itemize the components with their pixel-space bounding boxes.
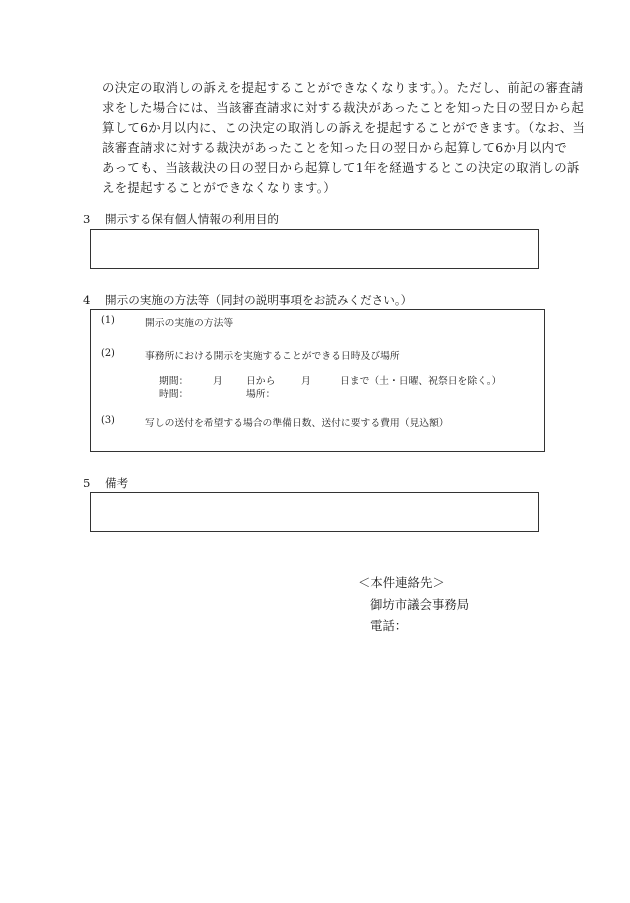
month-label-2: 月 <box>301 376 311 387</box>
section3-box <box>90 229 539 269</box>
section5-title: 備考 <box>105 476 129 490</box>
day-from-label: 日から <box>246 376 276 387</box>
schedule-period-row <box>101 373 521 385</box>
paragraph-line: 求をした場合には、当該審査請求に対する裁決があったことを知った日の翌日から起 <box>102 100 585 115</box>
time-label: 時間： <box>159 389 189 400</box>
item-index: (3) <box>101 415 115 426</box>
paragraph-line: あっても、当該裁決の日の翌日から起算して1年を経過するとこの決定の取消しの訴 <box>102 160 580 175</box>
paragraph-line: 該審査請求に対する裁決があったことを知った日の翌日から起算して6か月以内で <box>102 140 567 155</box>
contact-office: 御坊市議会事務局 <box>370 597 470 612</box>
item-text: 写しの送付を希望する場合の準備日数、送付に要する費用（見込額） <box>145 418 449 429</box>
day-until-label: 日まで（土・日曜、祝祭日を除く。） <box>340 376 502 387</box>
continuation-paragraph <box>102 78 586 198</box>
section5-number: 5 <box>83 476 91 490</box>
contact-phone-label: 電話： <box>370 618 408 633</box>
section3-heading <box>83 211 279 227</box>
place-label: 場所： <box>246 389 276 400</box>
section4-title: 開示の実施の方法等（同封の説明事項をお読みください。） <box>105 293 413 307</box>
item-text: 事務所における開示を実施することができる日時及び場所 <box>145 351 400 362</box>
section4-box <box>90 309 545 452</box>
paragraph-line: の決定の取消しの訴えを提起することができなくなります。）。ただし、前記の審査請 <box>102 80 584 95</box>
paragraph-line: えを提起することができなくなります。） <box>102 180 336 195</box>
item-index: (2) <box>101 348 115 359</box>
month-label-1: 月 <box>213 376 223 387</box>
section5-heading <box>83 475 128 491</box>
section4-heading <box>83 292 412 308</box>
item-index: (1) <box>101 315 115 326</box>
contact-header: ＜本件連絡先＞ <box>358 575 445 590</box>
paragraph-line: 算して6か月以内に、この決定の取消しの訴えを提起することができます。（なお、当 <box>102 120 586 135</box>
item-text: 開示の実施の方法等 <box>145 318 234 329</box>
period-label: 期間： <box>159 376 189 387</box>
section3-number: 3 <box>83 212 91 226</box>
schedule-time-row <box>101 386 521 398</box>
section4-number: 4 <box>83 293 91 307</box>
section3-title: 開示する保有個人情報の利用目的 <box>105 212 279 226</box>
section5-box <box>90 492 539 532</box>
